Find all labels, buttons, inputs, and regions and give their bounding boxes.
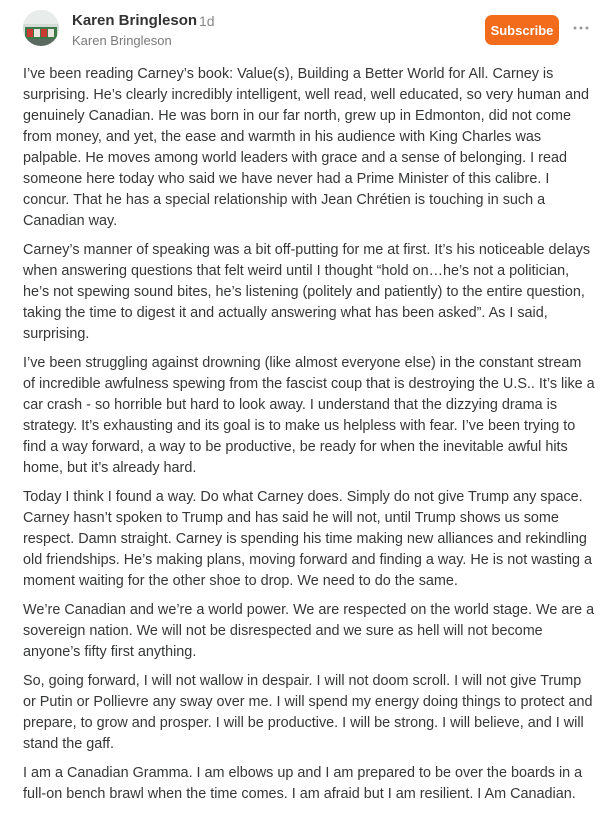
post-paragraph: Today I think I found a way. Do what Carney does. Simply do not give Trump any space. Carney hasn’t spoken to Trump and has said he will not, until Trump shows us some respect. Damn straight. Carney is spending his time making new alliances and rekindling old friendships. He’s making plans, moving forward and finding a way. He is not wasting a moment waiting for the other shoe to drop. We need to do the same. — [23, 489, 592, 589]
subscribe-button[interactable]: Subscribe — [485, 15, 559, 45]
author-handle: Karen Bringleson — [72, 33, 172, 48]
post-paragraph: Carney’s manner of speaking was a bit off-putting for me at first. It’s his noticeable delays when answering questions that felt weird until I thought “hold on…he’s not a politician, he’s not spewing sound bites, he’s listening (politely and patiently) to the entire question, taking the time to digest it and actually answering what has been asked”. As I said, surprising. — [23, 242, 591, 342]
avatar-image — [23, 10, 59, 46]
post-paragraph: I am a Canadian Gramma. I am elbows up and I am prepared to be over the boards in a full-on bench brawl when the time comes. I am afraid but I am resilient. I Am Canadian. — [23, 765, 583, 802]
post-paragraph: I’ve been struggling against drowning (like almost everyone else) in the constant stream of incredible awfulness spewing from the fascist coup that is destroying the U.S.. It’s like a car crash - so horrible but hard to look away. I understand that the dizzying drama is strategy. It’s exhausting and its goal is to make us helpless with fear. I’ve been trying to find a way forward, a way to be productive, be ready for when the inevitable awful hits home, but it’s already hard. — [23, 355, 595, 476]
post-paragraph: I’ve been reading Carney’s book: Value(s), Building a Better World for All. Carney is surprising. He’s clearly incredibly intelligent, well read, well educated, so very human and genuinely Canadian. He was born in our far north, grew up in Edmonton, did not come from money, and yet, the ease and warmth in his audience with King Charles was palpable. He moves among world leaders with grace and a sense of belonging. I read someone here today who said we have never had a Prime Minister of this calibre. I concur. That he has a special relationship with Jean Chrétien is touching in such a Canadian way. — [23, 66, 590, 229]
author-name[interactable]: Karen Bringleson — [72, 12, 198, 29]
avatar[interactable] — [23, 10, 59, 46]
post-paragraph: We’re Canadian and we’re a world power. We are respected on the world stage. We are a sovereign nation. We will not be disrespected and we sure as hell will not become anyone’s fifty first anything. — [23, 602, 595, 660]
more-dots — [571, 18, 591, 38]
post-paragraph: So, going forward, I will not wallow in despair. I will not doom scroll. I will not give Trump or Putin or Pollievre any sway over me. I will spend my energy doing things to protect and prepare, to grow and prosper. I will be productive. I will be strong. I will believe, and I will stand the gaff. — [23, 673, 593, 752]
post-body — [23, 64, 595, 813]
post-timestamp: 1d — [199, 13, 215, 29]
post-header — [23, 9, 593, 53]
more-horizontal-icon[interactable] — [571, 18, 591, 38]
